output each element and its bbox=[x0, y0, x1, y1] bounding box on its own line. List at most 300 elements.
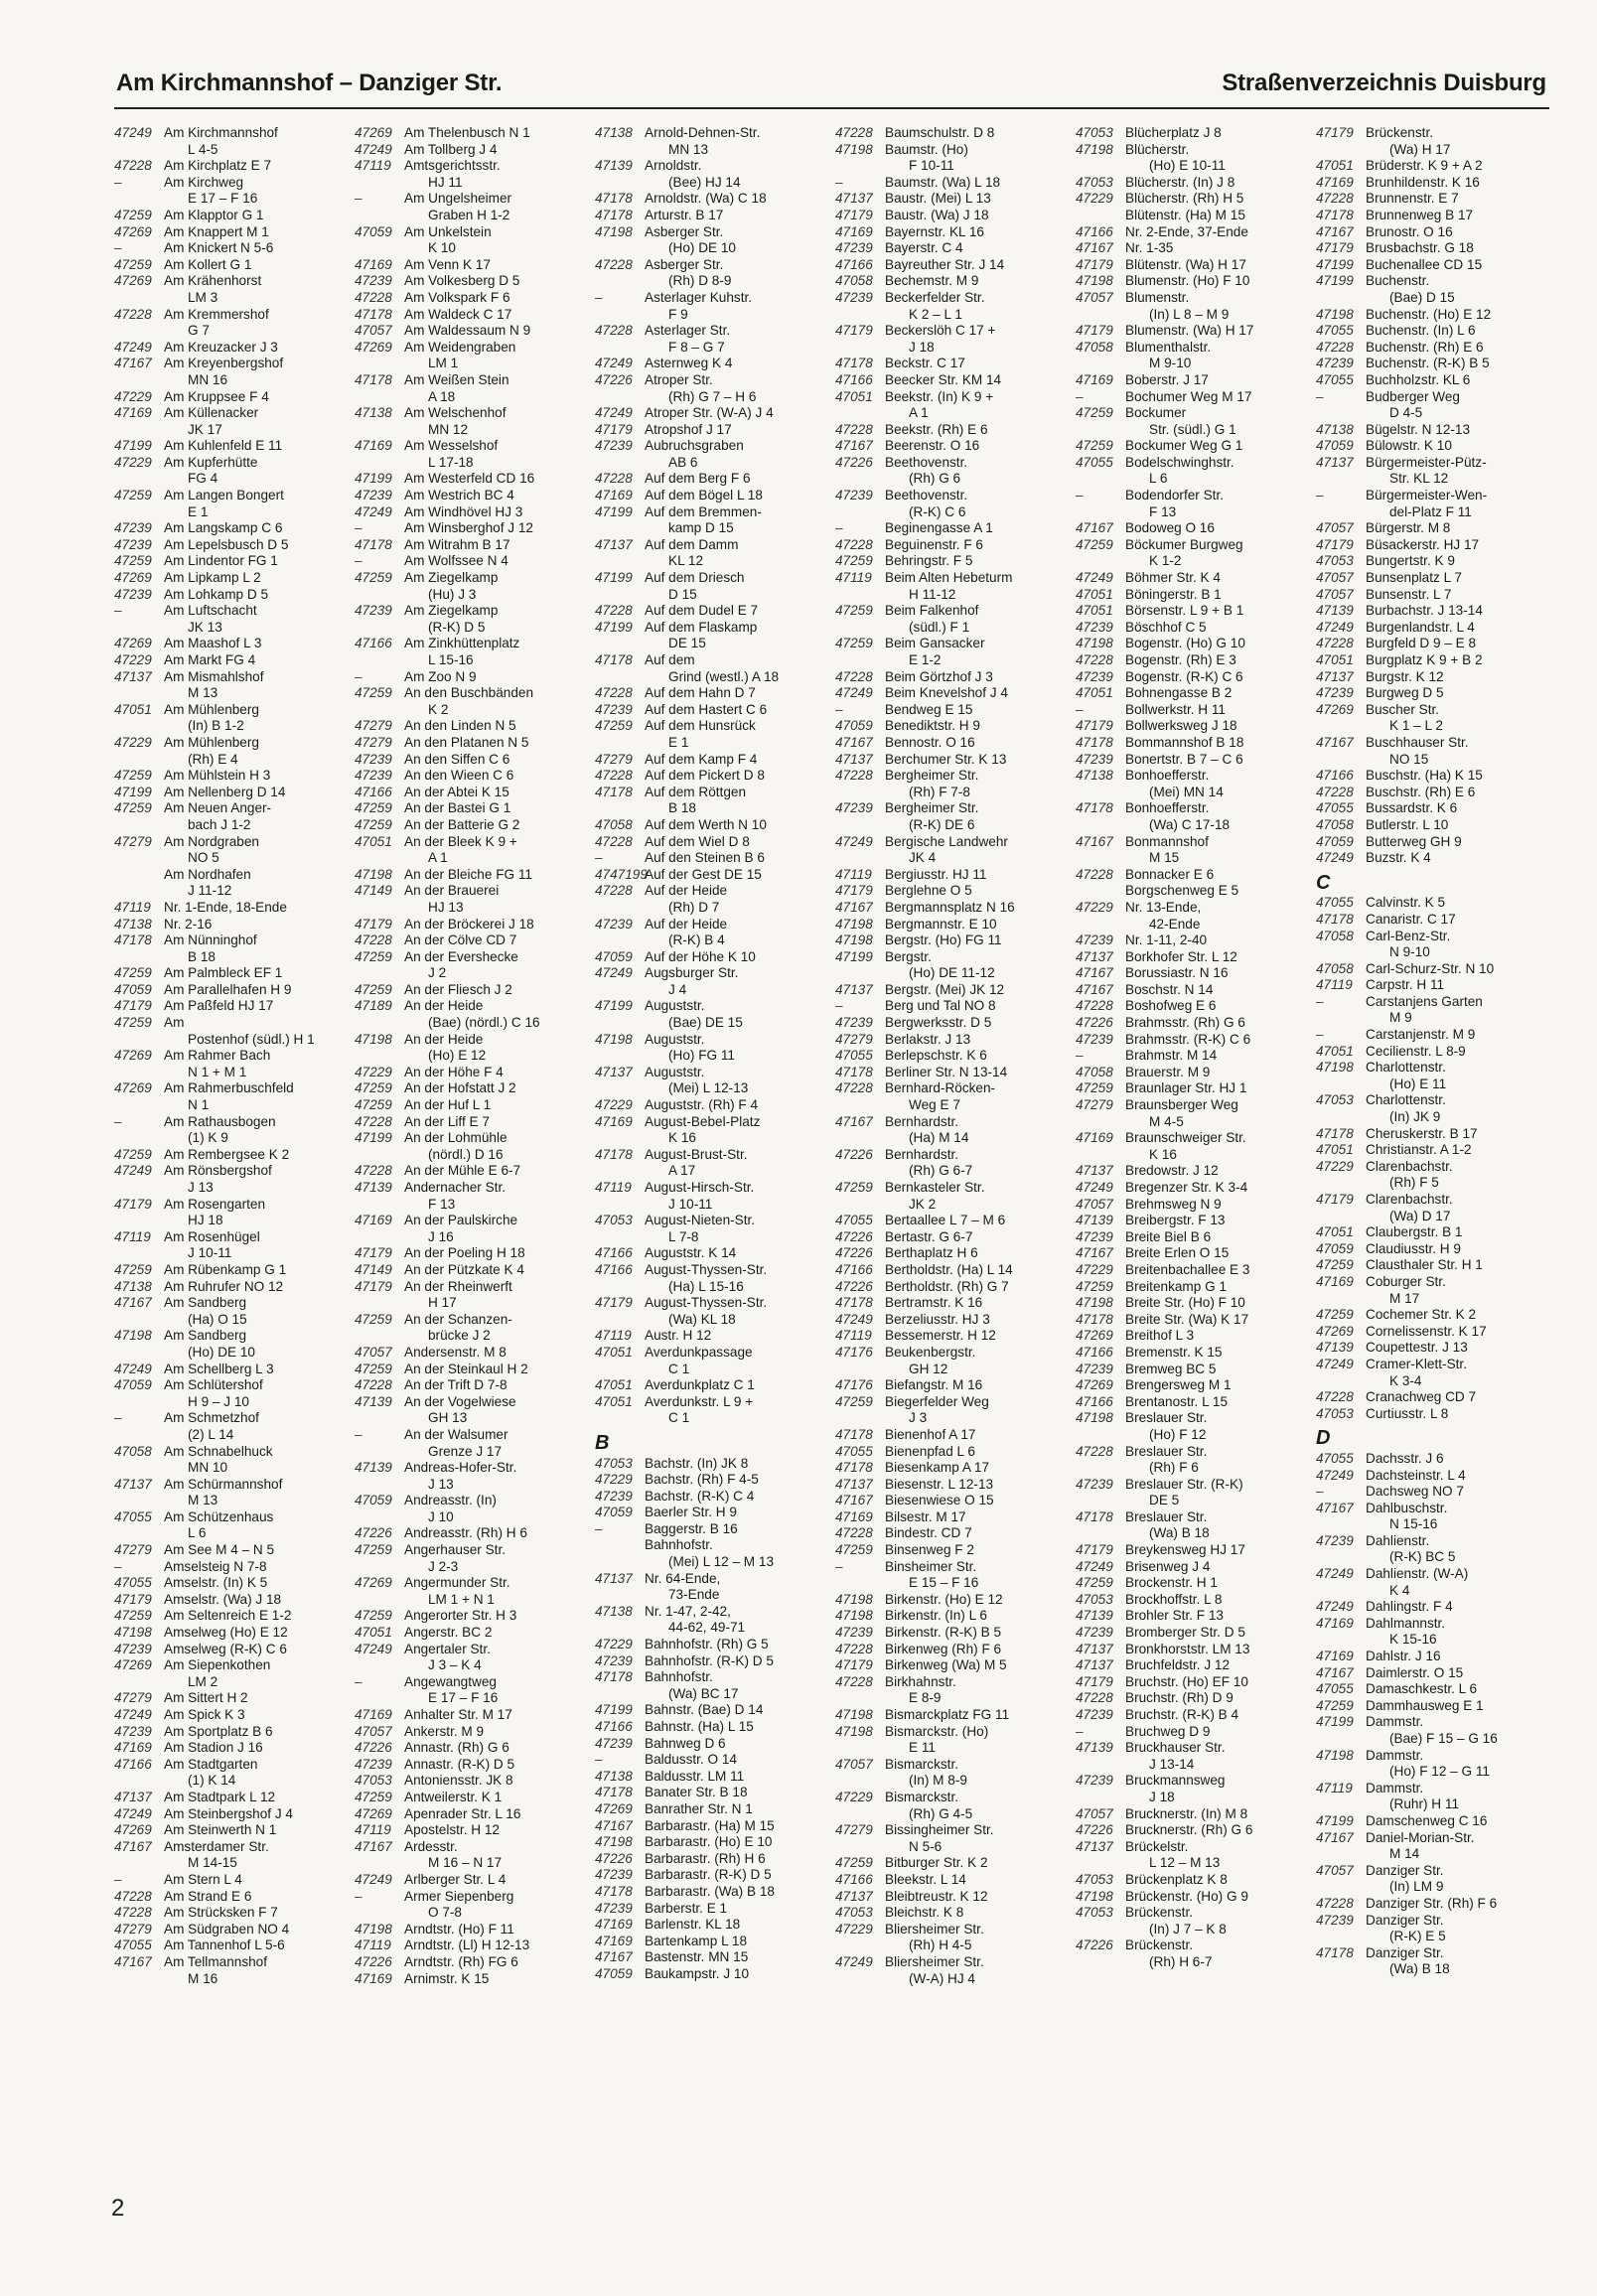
postal-code: 47138 bbox=[595, 125, 633, 140]
street-entry bbox=[114, 1657, 349, 1674]
street-entry bbox=[1076, 1559, 1310, 1576]
entry-continuation: (Rh) G 7 – H 6 bbox=[668, 388, 757, 404]
entry-continuation: (Wa) KL 18 bbox=[668, 1311, 736, 1327]
street-name: Baldusstr. LM 11 bbox=[645, 1768, 745, 1784]
postal-code: 47169 bbox=[355, 256, 392, 272]
entry-continuation: (Ho) E 11 bbox=[1389, 1076, 1447, 1091]
postal-code: 47249 bbox=[355, 1871, 392, 1887]
street-entry bbox=[835, 1394, 1070, 1411]
street-entry bbox=[595, 998, 829, 1015]
street-entry bbox=[114, 340, 349, 357]
street-entry bbox=[355, 340, 589, 357]
postal-code: 47269 bbox=[355, 1805, 392, 1821]
entry-continuation: J 11-12 bbox=[188, 883, 232, 899]
street-name: Amselsteig N 7-8 bbox=[164, 1558, 267, 1574]
postal-code: 47259 bbox=[355, 816, 392, 832]
postal-code: 47178 bbox=[1076, 800, 1113, 816]
street-name: Arlberger Str. L 4 bbox=[404, 1871, 507, 1887]
street-entry bbox=[355, 191, 589, 208]
street-name: Brockhoffstr. L 8 bbox=[1125, 1591, 1223, 1607]
street-name: Carstanjens Garten bbox=[1366, 993, 1483, 1009]
entry-continuation: LM 2 bbox=[188, 1673, 218, 1689]
street-entry bbox=[835, 1922, 1070, 1938]
street-entry bbox=[595, 356, 829, 372]
street-entry bbox=[355, 323, 589, 340]
postal-code: 47228 bbox=[1316, 1895, 1354, 1911]
street-entry bbox=[1076, 1642, 1310, 1658]
street-name: Breslauer Str. (R-K) bbox=[1125, 1476, 1243, 1492]
street-entry bbox=[1316, 1389, 1550, 1406]
street-name: Baldusstr. O 14 bbox=[645, 1752, 737, 1768]
street-name: Bergmannsplatz N 16 bbox=[885, 899, 1015, 915]
postal-code: 47137 bbox=[1076, 1163, 1113, 1179]
entry-continuation: (R-K) DE 6 bbox=[909, 816, 975, 832]
postal-code: 47053 bbox=[1316, 1092, 1354, 1108]
postal-code: 47259 bbox=[114, 1261, 152, 1277]
street-entry bbox=[114, 125, 349, 142]
street-name: Aubruchsgraben bbox=[645, 438, 744, 454]
street-name: An der Abtei K 15 bbox=[404, 784, 509, 799]
street-name: Angerorter Str. H 3 bbox=[404, 1608, 517, 1624]
street-name: Böschhof C 5 bbox=[1125, 619, 1207, 635]
postal-code: 47178 bbox=[595, 1883, 633, 1899]
postal-code: 47249 bbox=[1076, 1558, 1113, 1574]
street-name: Breykensweg HJ 17 bbox=[1125, 1542, 1245, 1558]
street-name: Bruchstr. (Rh) D 9 bbox=[1125, 1690, 1234, 1706]
street-name: Auguststr. (Rh) F 4 bbox=[645, 1097, 759, 1113]
street-entry bbox=[595, 323, 829, 340]
postal-code: 47137 bbox=[595, 536, 633, 552]
street-entry bbox=[835, 1822, 1070, 1839]
postal-code: 47259 bbox=[355, 1542, 392, 1558]
street-entry bbox=[835, 735, 1070, 752]
street-name: Asternweg K 4 bbox=[645, 356, 733, 371]
street-name: Am Volkspark F 6 bbox=[404, 289, 510, 305]
street-entry bbox=[114, 1608, 349, 1625]
street-name: Banater Str. B 18 bbox=[645, 1785, 748, 1800]
street-entry bbox=[1316, 553, 1550, 570]
street-entry bbox=[835, 982, 1070, 999]
street-entry bbox=[355, 290, 589, 307]
street-entry bbox=[1076, 1674, 1310, 1691]
street-entry bbox=[1076, 1509, 1310, 1526]
postal-code: 47167 bbox=[114, 1953, 152, 1969]
street-name: Arturstr. B 17 bbox=[645, 207, 724, 222]
street-entry bbox=[114, 455, 349, 472]
postal-code: 47179 bbox=[1316, 240, 1354, 256]
street-name: Am Nellenberg D 14 bbox=[164, 784, 286, 799]
street-name: Am Kreyenbergshof bbox=[164, 356, 284, 371]
postal-code: 47055 bbox=[1316, 1681, 1354, 1697]
street-entry bbox=[1316, 1616, 1550, 1633]
postal-code: 47178 bbox=[355, 371, 392, 387]
street-name: Bruchfeldstr. J 12 bbox=[1125, 1657, 1231, 1673]
street-entry bbox=[595, 652, 829, 669]
postal-code: 47228 bbox=[835, 1673, 873, 1689]
postal-code: 47119 bbox=[114, 899, 151, 915]
street-name: Brückelstr. bbox=[1125, 1838, 1189, 1854]
street-entry bbox=[355, 636, 589, 652]
postal-code: 47239 bbox=[835, 240, 873, 256]
postal-code: 47167 bbox=[1316, 223, 1354, 239]
postal-code: 47279 bbox=[114, 1542, 152, 1558]
entry-continuation: brücke J 2 bbox=[428, 1328, 491, 1344]
entry-continuation: J 10-11 bbox=[668, 1196, 713, 1212]
postal-code: 47269 bbox=[355, 125, 392, 140]
postal-code: – bbox=[835, 701, 843, 717]
street-entry bbox=[1076, 1657, 1310, 1674]
postal-code: 47057 bbox=[1316, 520, 1354, 536]
street-name: Beim Falkenhof bbox=[885, 603, 979, 619]
street-entry bbox=[1076, 1822, 1310, 1839]
postal-code: 47055 bbox=[1316, 323, 1354, 339]
street-entry bbox=[835, 520, 1070, 537]
street-name: Bohnengasse B 2 bbox=[1125, 685, 1233, 701]
street-entry bbox=[595, 158, 829, 175]
street-name: Am Winsberghof J 12 bbox=[404, 520, 533, 536]
entry-continuation: HJ 13 bbox=[428, 899, 464, 915]
street-name: An der Schanzen- bbox=[404, 1311, 512, 1327]
street-name: Carl-Benz-Str. bbox=[1366, 928, 1451, 943]
street-name: Bahnhofstr. (Rh) G 5 bbox=[645, 1637, 769, 1652]
street-name: Am Witrahm B 17 bbox=[404, 536, 510, 552]
street-entry bbox=[1316, 158, 1550, 175]
street-name: Bahnhofstr. (R-K) D 5 bbox=[645, 1652, 774, 1668]
street-name: Burgplatz K 9 + B 2 bbox=[1366, 652, 1483, 667]
street-entry bbox=[1076, 652, 1310, 669]
street-name: Am Schnabelhuck bbox=[164, 1443, 273, 1459]
postal-code: 47249 bbox=[1316, 1467, 1354, 1483]
street-entry bbox=[355, 1954, 589, 1971]
postal-code: 47058 bbox=[114, 1443, 152, 1459]
postal-code: 47058 bbox=[1316, 928, 1354, 943]
postal-code: 47228 bbox=[835, 1080, 873, 1096]
street-name: Am Kirchweg bbox=[164, 174, 244, 190]
entry-continuation: (Wa) D 17 bbox=[1389, 1208, 1451, 1223]
postal-code: 47178 bbox=[1316, 911, 1354, 927]
street-entry bbox=[114, 1690, 349, 1707]
street-name: Cranachweg CD 7 bbox=[1366, 1389, 1477, 1405]
postal-code: 47249 bbox=[114, 339, 152, 355]
street-entry bbox=[355, 752, 589, 769]
street-entry bbox=[114, 785, 349, 801]
postal-code: – bbox=[835, 1558, 843, 1574]
street-entry bbox=[835, 1889, 1070, 1906]
postal-code: 47229 bbox=[595, 1472, 633, 1488]
street-entry bbox=[355, 867, 589, 884]
street-entry bbox=[1076, 620, 1310, 637]
postal-code: 47239 bbox=[1076, 1707, 1113, 1722]
street-name: Bürgermeister-Pütz- bbox=[1366, 454, 1487, 470]
entry-continuation: MN 10 bbox=[188, 1460, 228, 1476]
street-entry bbox=[1316, 785, 1550, 801]
street-name: Bindestr. CD 7 bbox=[885, 1525, 972, 1541]
street-name: Bertaallee L 7 – M 6 bbox=[885, 1213, 1006, 1228]
postal-code: 47229 bbox=[114, 388, 152, 404]
street-entry bbox=[1076, 1690, 1310, 1707]
street-entry bbox=[1316, 570, 1550, 587]
street-name: Buchenallee CD 15 bbox=[1366, 256, 1483, 272]
street-entry bbox=[595, 1505, 829, 1521]
street-name: Clarenbachstr. bbox=[1366, 1192, 1453, 1207]
street-name: Bruckhauser Str. bbox=[1125, 1740, 1226, 1756]
street-entry bbox=[355, 158, 589, 175]
street-entry bbox=[1076, 1724, 1310, 1741]
street-entry bbox=[355, 1757, 589, 1774]
entry-continuation: (R-K) B 4 bbox=[668, 933, 725, 948]
street-name: Bernhardstr. bbox=[885, 1113, 959, 1129]
postal-code: 47228 bbox=[835, 125, 873, 140]
street-name: Am Waldessaum N 9 bbox=[404, 323, 531, 339]
street-name: Berg und Tal NO 8 bbox=[885, 998, 996, 1014]
entry-continuation: J 4 bbox=[668, 981, 687, 997]
street-entry bbox=[355, 1279, 589, 1296]
postal-code: 47176 bbox=[835, 1344, 873, 1360]
street-name: Am Strand E 6 bbox=[164, 1888, 252, 1904]
street-entry bbox=[114, 1377, 349, 1394]
postal-code: 47226 bbox=[355, 1525, 392, 1541]
street-entry bbox=[835, 323, 1070, 340]
street-name: An der Pützkate K 4 bbox=[404, 1261, 524, 1277]
postal-code: 47119 bbox=[1316, 977, 1353, 993]
street-name: Am Lepelsbusch D 5 bbox=[164, 536, 289, 552]
street-name: Am See M 4 – N 5 bbox=[164, 1542, 275, 1558]
postal-code: 47139 bbox=[1076, 1740, 1113, 1756]
postal-code: 47051 bbox=[1316, 158, 1354, 174]
postal-code: 47137 bbox=[1076, 1838, 1113, 1854]
street-name: An der Heide bbox=[404, 1031, 484, 1047]
postal-code: 47178 bbox=[835, 356, 873, 371]
street-entry bbox=[595, 702, 829, 719]
postal-code: 47119 bbox=[114, 1228, 151, 1244]
postal-code: 47239 bbox=[1316, 1532, 1354, 1548]
street-name: Brückenstr. bbox=[1366, 125, 1433, 140]
postal-code: 47169 bbox=[595, 1933, 633, 1948]
postal-code: 47053 bbox=[355, 1773, 392, 1789]
postal-code: 47239 bbox=[1076, 1031, 1113, 1047]
entry-continuation: (1) K 14 bbox=[188, 1773, 236, 1789]
postal-code: 47198 bbox=[1076, 1410, 1113, 1426]
street-name: Baumstr. (Wa) L 18 bbox=[885, 174, 1001, 190]
postal-code: 47167 bbox=[1076, 520, 1113, 536]
postal-code: 47055 bbox=[1316, 371, 1354, 387]
street-entry bbox=[355, 1262, 589, 1279]
street-entry bbox=[114, 438, 349, 455]
street-entry bbox=[835, 1147, 1070, 1164]
street-name: August-Hirsch-Str. bbox=[645, 1180, 755, 1195]
street-name: Andreasstr. (In) bbox=[404, 1493, 497, 1508]
postal-code: 47228 bbox=[114, 1888, 152, 1904]
entry-continuation: F 10-11 bbox=[909, 158, 954, 174]
street-name: Bayreuther Str. J 14 bbox=[885, 256, 1005, 272]
street-entry bbox=[1076, 405, 1310, 422]
street-entry bbox=[595, 504, 829, 521]
street-name: Brahmstr. M 14 bbox=[1125, 1048, 1218, 1064]
street-entry bbox=[1076, 1806, 1310, 1823]
street-entry bbox=[114, 1279, 349, 1296]
entry-continuation: J 13-14 bbox=[1149, 1756, 1195, 1772]
street-name: Arnoldstr. (Wa) C 18 bbox=[645, 191, 767, 207]
street-entry bbox=[114, 1559, 349, 1576]
postal-code: 47166 bbox=[1076, 223, 1113, 239]
street-name: Am Palmbleck EF 1 bbox=[164, 965, 283, 981]
street-entry bbox=[114, 1937, 349, 1954]
postal-code: 47198 bbox=[355, 1031, 392, 1047]
postal-code: 47228 bbox=[355, 1377, 392, 1393]
street-name: Averdunkpassage bbox=[645, 1344, 753, 1360]
postal-code: – bbox=[835, 520, 843, 536]
street-name: Auf dem Röttgen bbox=[645, 784, 747, 799]
street-name: Arndtstr. (Ll) H 12-13 bbox=[404, 1937, 530, 1953]
street-entry bbox=[1316, 1340, 1550, 1357]
street-entry bbox=[1076, 1163, 1310, 1180]
entry-continuation: L 4-5 bbox=[188, 141, 218, 157]
street-entry bbox=[1076, 1905, 1310, 1922]
entry-continuation: E 11 bbox=[909, 1740, 936, 1756]
postal-code: 47167 bbox=[835, 899, 873, 915]
postal-code: 47259 bbox=[1076, 1575, 1113, 1591]
postal-code: 47228 bbox=[1076, 1443, 1113, 1459]
street-name: Calvinstr. K 5 bbox=[1366, 895, 1446, 911]
postal-code: 47058 bbox=[1076, 1064, 1113, 1079]
street-entry bbox=[835, 1427, 1070, 1444]
street-name: Am Rembergsee K 2 bbox=[164, 1146, 290, 1162]
postal-code: 47169 bbox=[355, 1970, 392, 1986]
street-entry bbox=[114, 520, 349, 537]
street-name: Breslauer Str. bbox=[1125, 1410, 1208, 1426]
street-name: Antoniensstr. JK 8 bbox=[404, 1773, 513, 1789]
street-entry bbox=[114, 1262, 349, 1279]
postal-code: 47259 bbox=[114, 1015, 152, 1031]
postal-code: 47259 bbox=[355, 685, 392, 701]
street-entry bbox=[1076, 998, 1310, 1015]
street-name: Am Weidengraben bbox=[404, 339, 516, 355]
postal-code: 47198 bbox=[835, 1707, 873, 1722]
street-entry bbox=[1316, 438, 1550, 455]
postal-code: 47178 bbox=[1316, 1125, 1354, 1141]
street-name: Auf dem Bremmen- bbox=[645, 503, 762, 519]
entry-continuation: (Wa) C 17-18 bbox=[1149, 816, 1231, 832]
postal-code: 47167 bbox=[835, 438, 873, 454]
street-name: Am Nordgraben bbox=[164, 833, 259, 849]
entry-continuation: D 15 bbox=[668, 586, 697, 602]
street-name: Am Paßfeld HJ 17 bbox=[164, 998, 274, 1014]
postal-code: 47228 bbox=[114, 1905, 152, 1921]
street-name: Auf dem Hastert C 6 bbox=[645, 701, 768, 717]
postal-code: 47228 bbox=[355, 1113, 392, 1129]
postal-code: 47169 bbox=[595, 1113, 633, 1129]
street-name: Bonhoefferstr. bbox=[1125, 800, 1210, 816]
street-name: Buzstr. K 4 bbox=[1366, 850, 1431, 866]
street-name: Bachstr. (In) JK 8 bbox=[645, 1455, 749, 1471]
postal-code: 47249 bbox=[114, 1361, 152, 1376]
postal-code: 47279 bbox=[355, 718, 392, 734]
postal-code: 47139 bbox=[595, 158, 633, 174]
postal-code: 47059 bbox=[114, 981, 152, 997]
postal-code: 47239 bbox=[114, 586, 152, 602]
street-entry bbox=[1316, 669, 1550, 686]
street-name: Brahmsstr. (Rh) G 6 bbox=[1125, 1015, 1245, 1031]
postal-code: – bbox=[835, 998, 843, 1014]
street-entry bbox=[1316, 307, 1550, 324]
entry-continuation: A 17 bbox=[668, 1163, 696, 1179]
postal-code: 47239 bbox=[1076, 668, 1113, 684]
postal-code: 47137 bbox=[835, 191, 873, 207]
street-entry bbox=[114, 1542, 349, 1559]
street-entry bbox=[114, 1575, 349, 1592]
street-entry bbox=[1316, 1257, 1550, 1274]
street-entry bbox=[355, 1427, 589, 1444]
postal-code: 47269 bbox=[355, 1575, 392, 1591]
street-name: Amselstr. (Wa) J 18 bbox=[164, 1591, 282, 1607]
postal-code: 47228 bbox=[595, 603, 633, 619]
street-entry bbox=[835, 224, 1070, 241]
postal-code: 47228 bbox=[1316, 339, 1354, 355]
street-name: Amtsgerichtsstr. bbox=[404, 158, 501, 174]
street-entry bbox=[355, 125, 589, 142]
street-entry bbox=[835, 752, 1070, 769]
street-name: Bernkasteler Str. bbox=[885, 1180, 985, 1195]
street-name: Am Lipkamp L 2 bbox=[164, 570, 261, 586]
street-name: Am Kirchmannshof bbox=[164, 125, 278, 140]
street-name: Bonnacker E 6 bbox=[1125, 866, 1215, 882]
postal-code: 47259 bbox=[355, 1080, 392, 1096]
street-name: Cramer-Klett-Str. bbox=[1366, 1356, 1467, 1371]
postal-code: 47228 bbox=[595, 768, 633, 784]
street-name: Bonmannshof bbox=[1125, 833, 1209, 849]
entry-continuation: K 16 bbox=[1149, 1146, 1177, 1162]
postal-code: 47179 bbox=[355, 1245, 392, 1261]
street-entry bbox=[1076, 438, 1310, 455]
street-name: Barberstr. E 1 bbox=[645, 1900, 728, 1916]
street-entry bbox=[835, 685, 1070, 702]
postal-code: 47239 bbox=[1316, 356, 1354, 371]
entry-continuation: 44-62, 49-71 bbox=[668, 1620, 746, 1636]
street-entry bbox=[1076, 1279, 1310, 1296]
street-name: Bergstr. (Ho) FG 11 bbox=[885, 933, 1002, 948]
street-entry bbox=[1076, 1707, 1310, 1724]
street-name: Dahlienstr. (W-A) bbox=[1366, 1566, 1469, 1582]
street-entry bbox=[835, 422, 1070, 439]
entry-continuation: (1) K 9 bbox=[188, 1130, 228, 1146]
street-entry bbox=[835, 1312, 1070, 1329]
postal-code: 47228 bbox=[1316, 636, 1354, 651]
postal-code: 47166 bbox=[1076, 1393, 1113, 1409]
postal-code: 47259 bbox=[835, 636, 873, 651]
street-name: Angewangtweg bbox=[404, 1673, 497, 1689]
street-name: Banrather Str. N 1 bbox=[645, 1800, 753, 1816]
postal-code: 47051 bbox=[1076, 603, 1113, 619]
street-name: An der Walsumer bbox=[404, 1426, 508, 1442]
street-name: Auf dem Werth N 10 bbox=[645, 816, 767, 832]
street-name: Dahlienstr. bbox=[1366, 1532, 1430, 1548]
street-name: An der Rheinwerft bbox=[404, 1278, 512, 1294]
street-name: Blumenstr. (Ho) F 10 bbox=[1125, 273, 1250, 289]
street-entry bbox=[114, 1295, 349, 1312]
street-entry bbox=[1076, 1080, 1310, 1097]
postal-code: 47198 bbox=[835, 933, 873, 948]
street-entry bbox=[1076, 669, 1310, 686]
street-name: Bockumer Weg G 1 bbox=[1125, 438, 1243, 454]
postal-code: 47229 bbox=[355, 1064, 392, 1079]
street-entry bbox=[1076, 537, 1310, 554]
entry-continuation: LM 3 bbox=[188, 289, 218, 305]
street-name: An den Siffen C 6 bbox=[404, 751, 510, 767]
street-name: Brunnenstr. E 7 bbox=[1366, 191, 1459, 207]
street-entry bbox=[835, 208, 1070, 224]
street-name: Auf der Heide bbox=[645, 883, 728, 899]
street-entry bbox=[1076, 1362, 1310, 1378]
